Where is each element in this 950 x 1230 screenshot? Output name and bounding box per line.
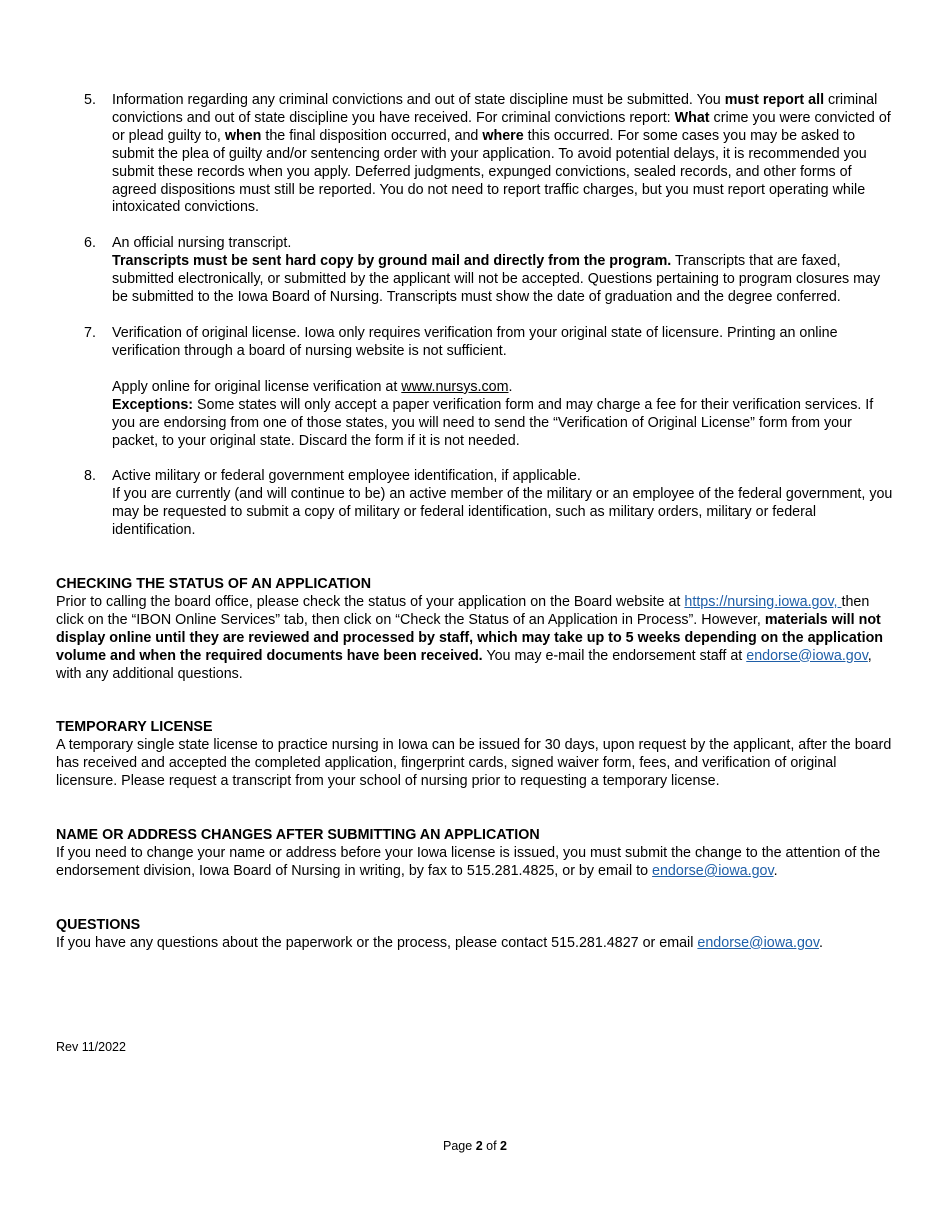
- section-text: Prior to calling the board office, please check the status of your application on the Board website at https://nursing.iowa.gov, then click on the “IBON Online Services” tab, then click on “Check the Status of an Application in Process”. However, materials will not display online until they are reviewed and processed by staff, which may take up to 5 weeks depending on the application volume and when the required documents have been received. You may e-mail the endorsement staff at endorse@iowa.gov, with any additional questions.: [56, 593, 884, 682]
- questions-section: [56, 917, 898, 953]
- section-heading: CHECKING THE STATUS OF AN APPLICATION: [56, 576, 372, 593]
- changes-section: [56, 827, 898, 881]
- section-text: If you need to change your name or address before your Iowa license is issued, you must submit the change to the attention of the endorsement division, Iowa Board of Nursing in writing, by fax to 515.281.4825, or by email to endorse@iowa.gov.: [56, 845, 881, 879]
- section-heading: TEMPORARY LICENSE: [56, 719, 213, 736]
- item-text: Transcripts must be sent hard copy by ground mail and directly from the program. Transcripts that are faxed, submitted electronically, or submitted by the applicant will not be accepted. Questions pertaining to program closures may be submitted to the Iowa Board of Nursing. Transcripts must show the date of graduation and the degree conferred.: [112, 253, 881, 306]
- section-heading: QUESTIONS: [56, 916, 141, 933]
- document-body: [56, 92, 898, 953]
- list-number: 5.: [84, 92, 96, 108]
- list-number: 7.: [84, 324, 96, 341]
- item-text: Exceptions: Some states will only accept a paper verification form and may charge a fee for their verification services. If you are endorsing from one of those states, you will need to send the “Verification of Original License” form from your packet, to your original state. Discard the form if it is not needed.: [112, 396, 874, 449]
- item-heading-line: Active military or federal government employee identification, if applicable.: [112, 468, 581, 485]
- section-heading: NAME OR ADDRESS CHANGES AFTER SUBMITTING AN APPLICATION: [56, 827, 540, 844]
- item-text: If you are currently (and will continue to be) an active member of the military or an employee of the federal government, you may be requested to submit a copy of military or federal identification, such as military orders, military or federal identification.: [112, 486, 893, 539]
- list-item-6: [56, 235, 898, 307]
- current-page: 2: [475, 1139, 483, 1153]
- temporary-license-section: [56, 719, 898, 791]
- list-item-5: [56, 92, 898, 217]
- total-pages: 2: [500, 1139, 507, 1153]
- item-heading-line: An official nursing transcript.: [112, 235, 292, 252]
- endorse-email-link[interactable]: endorse@iowa.gov: [697, 934, 819, 951]
- list-item-8: [56, 468, 898, 540]
- list-number: 6.: [84, 235, 96, 252]
- revision-date: Rev 11/2022: [56, 1040, 126, 1054]
- endorse-email-link[interactable]: endorse@iowa.gov: [746, 647, 868, 664]
- status-section: [56, 576, 898, 683]
- list-number: 8.: [84, 468, 96, 485]
- section-text: If you have any questions about the paperwork or the process, please contact 515.281.4827 or email endorse@iowa.gov.: [56, 934, 823, 951]
- nursing-website-link[interactable]: https://nursing.iowa.gov,: [684, 593, 842, 610]
- nursys-link[interactable]: www.nursys.com: [401, 378, 509, 395]
- item-text: Information regarding any criminal convictions and out of state discipline must be submitted. You must report all criminal convictions and out of state discipline you have received. For criminal convictions report: What crime you were convicted of or plead guilty to, when the final disposition occurred, and where this occurred. For some cases you may be asked to submit the plea of guilty and/or sentencing order with your application. To avoid potential delays, it is recommended you submit these records when you apply. Deferred judgments, expunged convictions, sealed records, and other forms of agreed dispositions must still be reported. You do not need to report traffic charges, but you must report operating while intoxicated convictions.: [112, 92, 891, 216]
- list-item-7: [56, 325, 898, 450]
- page-footer: Page 2 of 2: [443, 1139, 507, 1153]
- endorse-email-link[interactable]: endorse@iowa.gov: [652, 862, 774, 879]
- item-text: Apply online for original license verification at www.nursys.com.: [112, 378, 513, 395]
- item-text: Verification of original license. Iowa only requires verification from your original state of licensure. Printing an online verification through a board of nursing website is not sufficient.: [112, 324, 838, 359]
- section-text: A temporary single state license to practice nursing in Iowa can be issued for 30 days, upon request by the applicant, after the board has received and accepted the completed application, fingerprint cards, signed waiver form, fees, and verification of original licensure. Please request a transcript from your school of nursing prior to requesting a temporary license.: [56, 737, 892, 790]
